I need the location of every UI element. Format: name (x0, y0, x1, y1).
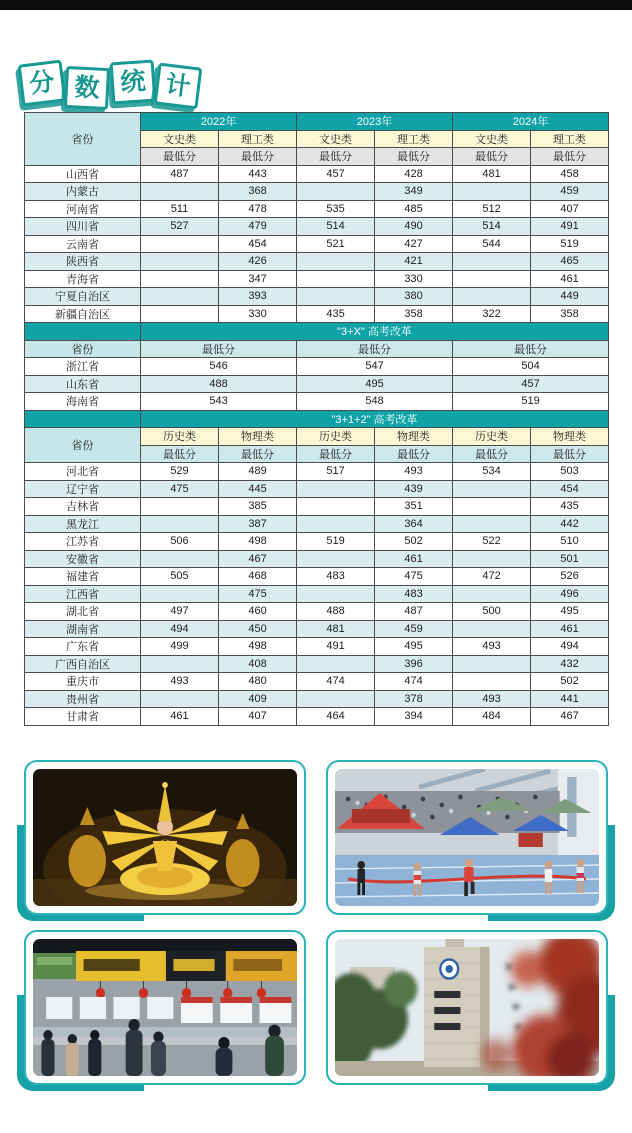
top-black-bar (0, 0, 632, 10)
score-cell: 474 (375, 673, 453, 691)
score-cell: 514 (297, 218, 375, 236)
score-cell: 380 (375, 288, 453, 306)
score-cell: 480 (219, 673, 297, 691)
province-cell: 湖北省 (25, 603, 141, 621)
score-cell: 435 (297, 305, 375, 323)
score-cell: 351 (375, 498, 453, 516)
score-cell (453, 620, 531, 638)
province-cell: 河南省 (25, 200, 141, 218)
score-cell: 494 (141, 620, 219, 638)
score-cell (297, 270, 375, 288)
score-cell: 393 (219, 288, 297, 306)
score-cell: 522 (453, 533, 531, 551)
score-cell: 505 (141, 568, 219, 586)
min-score-header: 最低分 (141, 445, 219, 463)
score-cell: 481 (453, 165, 531, 183)
table-row (25, 515, 609, 533)
score-cell: 494 (531, 638, 609, 656)
section-band-title: "3+1+2" 高考改革 (141, 410, 609, 428)
score-cell: 407 (531, 200, 609, 218)
min-score-header: 最低分 (141, 148, 219, 166)
score-cell: 442 (531, 515, 609, 533)
score-cell (453, 585, 531, 603)
score-cell: 529 (141, 463, 219, 481)
category-header: 文史类 (297, 130, 375, 148)
score-cell (297, 183, 375, 201)
score-cell (141, 498, 219, 516)
photo-gallery (24, 760, 608, 1085)
score-cell: 465 (531, 253, 609, 271)
year-2022-header: 2022年 (141, 113, 297, 131)
province-cell: 新疆自治区 (25, 305, 141, 323)
score-cell: 432 (531, 655, 609, 673)
province-cell: 陕西省 (25, 253, 141, 271)
province-cell: 吉林省 (25, 498, 141, 516)
score-cell: 495 (375, 638, 453, 656)
province-cell: 重庆市 (25, 673, 141, 691)
score-cell: 502 (531, 673, 609, 691)
table-row (25, 270, 609, 288)
score-cell (453, 655, 531, 673)
three-one-two-header (25, 410, 609, 463)
score-cell: 510 (531, 533, 609, 551)
min-score-header: 最低分 (141, 340, 297, 358)
table-row (25, 428, 609, 446)
min-score-header: 最低分 (453, 340, 609, 358)
score-cell: 474 (297, 673, 375, 691)
title-tile: 数 (64, 66, 110, 110)
score-cell: 499 (141, 638, 219, 656)
province-cell: 江苏省 (25, 533, 141, 551)
province-cell: 山西省 (25, 165, 141, 183)
province-cell: 河北省 (25, 463, 141, 481)
score-cell (453, 288, 531, 306)
score-cell (297, 480, 375, 498)
score-cell (141, 270, 219, 288)
table-row (25, 585, 609, 603)
min-score-header: 最低分 (297, 148, 375, 166)
year-2023-header: 2023年 (297, 113, 453, 131)
score-cell (453, 550, 531, 568)
score-cell: 543 (141, 393, 297, 411)
score-cell: 547 (297, 358, 453, 376)
table-row (25, 603, 609, 621)
score-cell: 490 (375, 218, 453, 236)
score-cell: 512 (453, 200, 531, 218)
score-cell: 484 (453, 708, 531, 726)
table-row (25, 498, 609, 516)
province-header-cell: 省份 (25, 340, 141, 358)
province-cell: 海南省 (25, 393, 141, 411)
table-row (25, 165, 609, 183)
province-cell: 云南省 (25, 235, 141, 253)
score-cell (297, 550, 375, 568)
score-cell: 519 (531, 235, 609, 253)
min-score-header: 最低分 (297, 445, 375, 463)
province-header-cell: 省份 (25, 428, 141, 463)
score-cell: 467 (219, 550, 297, 568)
title-tile: 分 (18, 59, 67, 106)
score-cell: 457 (297, 165, 375, 183)
score-cell (453, 480, 531, 498)
title-tile: 统 (110, 60, 157, 105)
min-score-header: 最低分 (453, 148, 531, 166)
score-cell (297, 585, 375, 603)
score-cell: 459 (375, 620, 453, 638)
score-cell: 475 (375, 568, 453, 586)
province-cell: 四川省 (25, 218, 141, 236)
score-cell: 378 (375, 690, 453, 708)
score-cell: 421 (375, 253, 453, 271)
table-row (25, 183, 609, 201)
province-cell: 青海省 (25, 270, 141, 288)
score-cell: 461 (141, 708, 219, 726)
score-cell: 493 (453, 690, 531, 708)
score-cell: 526 (531, 568, 609, 586)
score-cell: 408 (219, 655, 297, 673)
score-cell: 322 (453, 305, 531, 323)
score-cell (141, 235, 219, 253)
category-header: 理工类 (531, 130, 609, 148)
score-cell: 454 (219, 235, 297, 253)
score-cell: 503 (531, 463, 609, 481)
score-cell: 493 (375, 463, 453, 481)
section-band-title: "3+X" 高考改革 (141, 323, 609, 341)
score-cell: 546 (141, 358, 297, 376)
year-section-rows (25, 165, 609, 323)
score-cell: 368 (219, 183, 297, 201)
score-cell: 450 (219, 620, 297, 638)
table-row (25, 463, 609, 481)
photo-frame (24, 930, 306, 1085)
photo-frame (326, 760, 608, 915)
score-cell: 491 (531, 218, 609, 236)
province-cell: 广西自治区 (25, 655, 141, 673)
table-row (25, 340, 609, 358)
score-cell: 504 (453, 358, 609, 376)
score-cell: 394 (375, 708, 453, 726)
table-row (25, 673, 609, 691)
year-section-header (25, 113, 609, 166)
score-cell: 485 (375, 200, 453, 218)
score-cell: 461 (531, 270, 609, 288)
table-row (25, 323, 609, 341)
min-score-header: 最低分 (375, 445, 453, 463)
score-cell (141, 655, 219, 673)
category-header: 物理类 (375, 428, 453, 446)
score-cell: 467 (531, 708, 609, 726)
score-cell: 459 (531, 183, 609, 201)
score-cell: 358 (531, 305, 609, 323)
province-cell: 山东省 (25, 375, 141, 393)
min-score-header: 最低分 (219, 148, 297, 166)
score-cell: 488 (297, 603, 375, 621)
table-row (25, 305, 609, 323)
category-header: 理工类 (219, 130, 297, 148)
score-cell: 527 (141, 218, 219, 236)
photo-frame (326, 930, 608, 1085)
table-row (25, 113, 609, 131)
table-row (25, 288, 609, 306)
score-cell: 502 (375, 533, 453, 551)
score-cell: 409 (219, 690, 297, 708)
score-cell: 495 (531, 603, 609, 621)
score-cell: 464 (297, 708, 375, 726)
score-cell: 475 (141, 480, 219, 498)
score-cell: 349 (375, 183, 453, 201)
score-cell: 483 (375, 585, 453, 603)
score-cell: 535 (297, 200, 375, 218)
table-row (25, 358, 609, 376)
score-cell: 472 (453, 568, 531, 586)
score-cell: 385 (219, 498, 297, 516)
score-cell (141, 550, 219, 568)
score-cell: 439 (375, 480, 453, 498)
min-score-header: 最低分 (375, 148, 453, 166)
table-row (25, 375, 609, 393)
province-cell: 浙江省 (25, 358, 141, 376)
score-cell: 487 (141, 165, 219, 183)
score-cell: 498 (219, 638, 297, 656)
category-header: 文史类 (141, 130, 219, 148)
table-row (25, 218, 609, 236)
title-tile: 计 (154, 62, 203, 109)
table-row (25, 393, 609, 411)
score-cell (141, 305, 219, 323)
score-cell: 483 (297, 568, 375, 586)
score-cell: 449 (531, 288, 609, 306)
score-cell (453, 673, 531, 691)
score-cell: 491 (297, 638, 375, 656)
category-header: 理工类 (375, 130, 453, 148)
score-cell: 521 (297, 235, 375, 253)
score-cell: 358 (375, 305, 453, 323)
score-cell: 506 (141, 533, 219, 551)
score-cell (141, 288, 219, 306)
score-cell: 330 (219, 305, 297, 323)
province-cell: 宁夏自治区 (25, 288, 141, 306)
score-cell (297, 253, 375, 271)
score-cell (453, 253, 531, 271)
score-cell: 519 (297, 533, 375, 551)
province-cell: 湖南省 (25, 620, 141, 638)
province-cell: 黑龙江 (25, 515, 141, 533)
page-title (20, 58, 199, 109)
province-cell: 江西省 (25, 585, 141, 603)
score-cell: 441 (531, 690, 609, 708)
score-cell (297, 498, 375, 516)
score-cell (141, 253, 219, 271)
band-spacer-cell (25, 410, 141, 428)
score-cell: 468 (219, 568, 297, 586)
province-cell: 辽宁省 (25, 480, 141, 498)
province-cell: 安徽省 (25, 550, 141, 568)
category-header: 历史类 (141, 428, 219, 446)
score-cell: 458 (531, 165, 609, 183)
score-cell: 489 (219, 463, 297, 481)
min-score-header: 最低分 (531, 148, 609, 166)
score-cell: 460 (219, 603, 297, 621)
score-cell (453, 270, 531, 288)
score-cell: 330 (375, 270, 453, 288)
score-cell (297, 288, 375, 306)
province-cell: 广东省 (25, 638, 141, 656)
score-cell (453, 498, 531, 516)
table-row (25, 235, 609, 253)
province-cell: 贵州省 (25, 690, 141, 708)
table-row (25, 410, 609, 428)
band-spacer-cell (25, 323, 141, 341)
score-cell: 500 (453, 603, 531, 621)
dance-performance-photo (33, 769, 297, 906)
table-row (25, 200, 609, 218)
score-cell: 445 (219, 480, 297, 498)
category-header: 历史类 (297, 428, 375, 446)
table-row (25, 550, 609, 568)
score-cell: 495 (297, 375, 453, 393)
score-cell: 475 (219, 585, 297, 603)
photo-card-gate (326, 930, 608, 1085)
score-cell: 427 (375, 235, 453, 253)
table-row (25, 620, 609, 638)
min-score-header: 最低分 (297, 340, 453, 358)
score-cell: 407 (219, 708, 297, 726)
category-header: 物理类 (531, 428, 609, 446)
score-cell: 517 (297, 463, 375, 481)
photo-card-dance (24, 760, 306, 915)
score-cell: 461 (531, 620, 609, 638)
table-row (25, 708, 609, 726)
campus-canteen-photo (33, 939, 297, 1076)
score-cell: 461 (375, 550, 453, 568)
score-cell: 364 (375, 515, 453, 533)
score-cell: 443 (219, 165, 297, 183)
score-cell: 428 (375, 165, 453, 183)
score-cell (297, 515, 375, 533)
photo-card-canteen (24, 930, 306, 1085)
score-cell (297, 690, 375, 708)
score-cell: 479 (219, 218, 297, 236)
category-header: 物理类 (219, 428, 297, 446)
score-cell: 478 (219, 200, 297, 218)
score-cell: 454 (531, 480, 609, 498)
score-cell: 396 (375, 655, 453, 673)
three-x-header (25, 323, 609, 358)
score-cell (141, 183, 219, 201)
province-cell: 内蒙古 (25, 183, 141, 201)
table-row (25, 690, 609, 708)
min-score-header: 最低分 (531, 445, 609, 463)
score-cell: 426 (219, 253, 297, 271)
score-table (24, 112, 609, 726)
score-cell (453, 515, 531, 533)
score-cell: 493 (141, 673, 219, 691)
province-cell: 甘肃省 (25, 708, 141, 726)
province-cell: 福建省 (25, 568, 141, 586)
score-cell: 481 (297, 620, 375, 638)
score-cell: 544 (453, 235, 531, 253)
sports-meet-photo (335, 769, 599, 906)
score-cell (141, 515, 219, 533)
category-header: 历史类 (453, 428, 531, 446)
min-score-header: 最低分 (219, 445, 297, 463)
score-cell: 487 (375, 603, 453, 621)
table-row (25, 253, 609, 271)
three-x-rows (25, 358, 609, 411)
score-cell (141, 585, 219, 603)
score-cell: 496 (531, 585, 609, 603)
photo-card-sports (326, 760, 608, 915)
score-cell (297, 655, 375, 673)
campus-gate-photo (335, 939, 599, 1076)
score-cell (141, 690, 219, 708)
three-one-two-rows (25, 463, 609, 726)
score-cell: 498 (219, 533, 297, 551)
min-score-header: 最低分 (453, 445, 531, 463)
score-cell: 457 (453, 375, 609, 393)
score-cell: 534 (453, 463, 531, 481)
score-cell (453, 183, 531, 201)
score-cell: 514 (453, 218, 531, 236)
year-2024-header: 2024年 (453, 113, 609, 131)
score-cell: 493 (453, 638, 531, 656)
score-cell: 548 (297, 393, 453, 411)
category-header: 文史类 (453, 130, 531, 148)
table-row (25, 533, 609, 551)
score-cell: 511 (141, 200, 219, 218)
table-row (25, 638, 609, 656)
score-cell: 347 (219, 270, 297, 288)
score-cell: 488 (141, 375, 297, 393)
score-cell: 519 (453, 393, 609, 411)
table-row (25, 655, 609, 673)
score-cell: 435 (531, 498, 609, 516)
province-header-cell: 省份 (25, 113, 141, 166)
score-cell: 497 (141, 603, 219, 621)
score-cell: 387 (219, 515, 297, 533)
table-row (25, 480, 609, 498)
score-cell: 501 (531, 550, 609, 568)
table-row (25, 568, 609, 586)
photo-frame (24, 760, 306, 915)
